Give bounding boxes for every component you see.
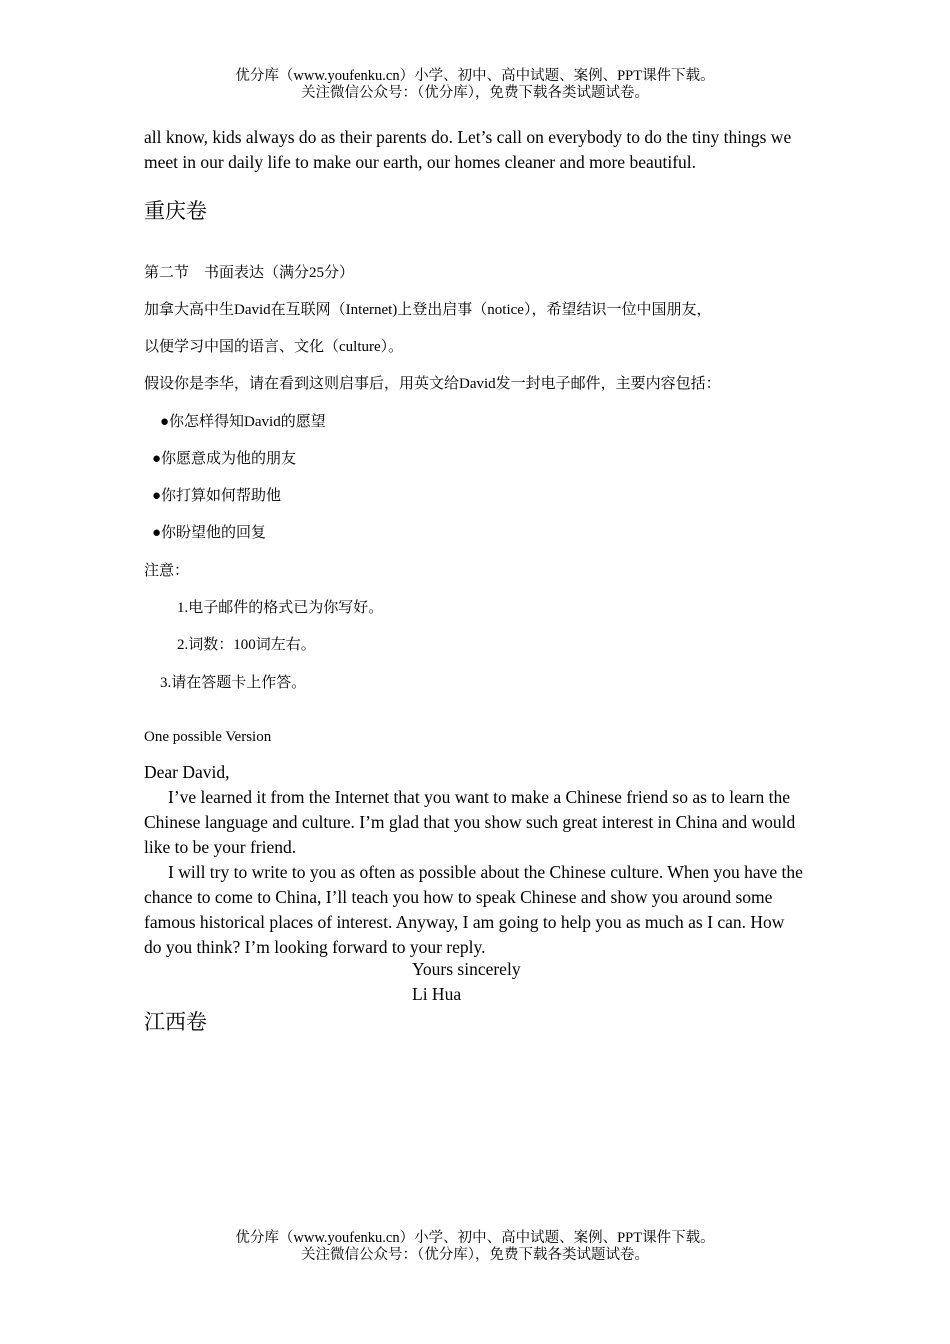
letter-signature: Li Hua <box>412 984 462 1004</box>
header-line-1: 优分库（www.youfenku.cn）小学、初中、高中试题、案例、PPT课件下载。 <box>235 68 715 84</box>
note-item: 1.电子邮件的格式已为你写好。 <box>177 600 384 616</box>
bullet-item: ●你打算如何帮助他 <box>152 488 282 504</box>
section-title-jiangxi: 江西卷 <box>144 1010 207 1034</box>
header-line-2: 关注微信公众号：（优分库），免费下载各类试题试卷。 <box>301 85 649 101</box>
sample-letter <box>144 760 804 960</box>
footer-line-1: 优分库（www.youfenku.cn）小学、初中、高中试题、案例、PPT课件下载。 <box>235 1230 715 1246</box>
bullet-item: ●你愿意成为他的朋友 <box>152 451 297 467</box>
letter-greeting: Dear David, <box>144 762 230 782</box>
letter-paragraph: I will try to write to you as often as possible about the Chinese culture. When you have the chance to come to China, I’ll teach you how to speak Chinese and show you around some famous historical places of interest. Anyway, I am going to help you as much as I can. How do you think? I’m looking forward to your reply. <box>144 862 803 957</box>
note-item: 2.词数：100词左右。 <box>177 637 316 653</box>
bullet-item: ●你盼望他的回复 <box>152 525 267 541</box>
section-title-chongqing: 重庆卷 <box>144 199 207 223</box>
task-intro-line-2: 以便学习中国的语言、文化（culture）。 <box>144 339 404 355</box>
version-label: One possible Version <box>144 729 272 745</box>
task-heading: 第二节 书面表达（满分25分） <box>144 265 355 281</box>
page-header <box>0 68 950 102</box>
page-footer <box>0 1230 950 1264</box>
note-label: 注意： <box>144 563 190 579</box>
bullet-item: ●你怎样得知David的愿望 <box>160 414 326 430</box>
task-intro-line-1: 加拿大高中生David在互联网（Internet)上登出启事（notice），希望结识一位中国朋友， <box>144 302 712 318</box>
task-instruction: 假设你是李华，请在看到这则启事后，用英文给David发一封电子邮件，主要内容包括： <box>144 376 721 392</box>
footer-line-2: 关注微信公众号：（优分库），免费下载各类试题试卷。 <box>301 1247 649 1263</box>
letter-paragraph: I’ve learned it from the Internet that you want to make a Chinese friend so as to learn the Chinese language and culture. I’m glad that you show such great interest in China and would like to be your friend. <box>144 787 796 857</box>
note-item: 3.请在答题卡上作答。 <box>160 675 307 691</box>
letter-closing: Yours sincerely <box>412 959 521 979</box>
continued-paragraph: all know, kids always do as their parents do. Let’s call on everybody to do the tiny things we meet in our daily life to make our earth, our homes cleaner and more beautiful. <box>144 127 792 172</box>
